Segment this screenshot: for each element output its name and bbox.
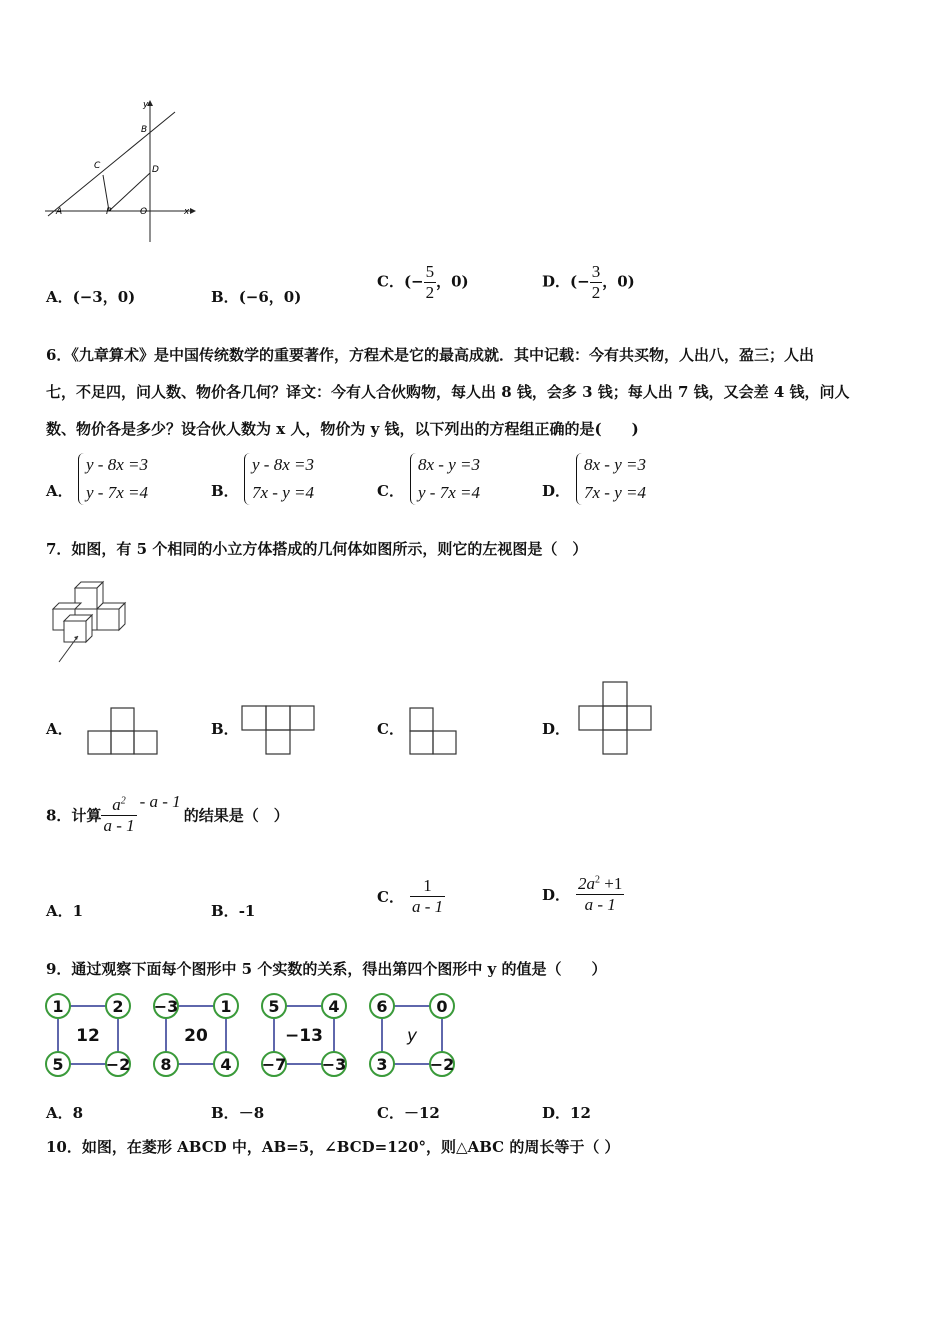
brace: [244, 453, 251, 505]
q7-option-a-figure[interactable]: [86, 706, 162, 758]
corner-value-tr: 0: [436, 997, 448, 1016]
q7-option-b-figure[interactable]: [240, 704, 318, 758]
q5-option-b[interactable]: B．(−6，0): [211, 288, 302, 306]
q7-option-a-letter[interactable]: A．: [46, 720, 73, 738]
q6-option-b-letter[interactable]: B．: [211, 482, 239, 500]
q6-option-c-system[interactable]: 8x - y =3 y - 7x =4: [410, 451, 480, 507]
q8-option-c[interactable]: C． $\frac{1}{a - 1}$: [377, 876, 444, 916]
corner-value-bl: 3: [376, 1055, 388, 1074]
label-D: D: [152, 165, 159, 175]
q9-option-c[interactable]: C．－12: [377, 1104, 440, 1122]
q9-figure-4: [370, 994, 454, 1076]
label-B: B: [141, 125, 148, 135]
q5-option-d[interactable]: D．(− $\frac{3}{2}$ ，0): [542, 262, 635, 302]
brace: [576, 453, 583, 505]
q6-option-b-system[interactable]: y - 8x =3 7x - y =4: [244, 451, 314, 507]
q5-option-c[interactable]: C．(− $\frac{5}{2}$ ，0): [377, 262, 469, 302]
corner-value-bl: 5: [52, 1055, 64, 1074]
q9-option-a[interactable]: A．8: [46, 1104, 84, 1122]
q6-stem: 6．《九章算术》是中国传统数学的重要著作，方程术是它的最高成就．其中记载：今有共买物，人出八，盈三；人出 七，不足四，问人数、物价各几何？译文：今有人合伙购物，每人出 8 钱，会多 3 钱；每人出 7 钱，又会差 4 钱，问人 数、物价各是多少？设合伙人数为 x 人，物价为 y 钱，以下列出的方程组正确的是( ): [46, 346, 850, 438]
q7-option-c-figure[interactable]: [408, 706, 464, 758]
q7-stem: 7．如图，有 5 个相同的小立方体搭成的几何体如图所示，则它的左视图是（ ）: [46, 540, 588, 558]
fraction: $\frac{1}{a - 1}$: [411, 876, 444, 916]
corner-value-tr: 4: [328, 997, 340, 1016]
q7-option-c-letter[interactable]: C．: [377, 720, 404, 738]
corner-value-tr: 2: [112, 997, 124, 1016]
corner-value-tr: 1: [220, 997, 232, 1016]
label-C: C: [94, 161, 101, 171]
q9-option-b[interactable]: B．－8: [211, 1104, 265, 1122]
label-x: x: [184, 207, 190, 217]
fraction: $\frac{2a^2 +1}{a - 1}$: [578, 874, 623, 914]
coordinate-figure: [40, 98, 200, 248]
corner-value-tl: 5: [268, 997, 280, 1016]
q7-option-d-letter[interactable]: D．: [542, 720, 571, 738]
corner-value-tl: 1: [52, 997, 64, 1016]
corner-value-bl: −7: [261, 1055, 287, 1074]
corner-value-bl: 8: [160, 1055, 172, 1074]
q8-option-a[interactable]: A．1: [46, 902, 84, 920]
q5-option-a[interactable]: A．(−3，0): [46, 288, 136, 306]
q6-option-d-letter[interactable]: D．: [542, 482, 571, 500]
q9-figure-3: [262, 994, 347, 1076]
q7-option-d-figure[interactable]: [577, 680, 655, 758]
corner-value-tl: 6: [376, 997, 388, 1016]
q9-figures: [42, 988, 472, 1084]
q8-option-b[interactable]: B．-1: [211, 902, 256, 920]
q9-option-d[interactable]: D．12: [542, 1104, 591, 1122]
corner-value-br: −3: [321, 1055, 347, 1074]
q9-figure-1: [46, 994, 130, 1076]
q6-option-a-letter[interactable]: A．: [46, 482, 73, 500]
center-value: 20: [184, 1026, 208, 1046]
center-value: 12: [76, 1026, 100, 1046]
brace: [410, 453, 417, 505]
q6-option-c-letter[interactable]: C．: [377, 482, 404, 500]
corner-value-tl: −3: [153, 997, 179, 1016]
label-P: P: [106, 207, 112, 217]
q9-figure-2: [154, 994, 238, 1076]
label-O: O: [140, 207, 148, 217]
brace: [78, 453, 85, 505]
fraction: $\frac{5}{2}$: [425, 262, 435, 302]
corner-value-br: 4: [220, 1055, 232, 1074]
center-value: y: [406, 1026, 418, 1046]
q10-stem: 10．如图，在菱形 ABCD 中，AB=5，∠BCD=120°，则△ABC 的周长等于（ ）: [46, 1138, 620, 1156]
q8-option-d[interactable]: D． $\frac{2a^2 +1}{a - 1}$: [542, 874, 623, 914]
q7-option-b-letter[interactable]: B．: [211, 720, 239, 738]
q8-stem: 8．计算 $\frac{a^2}{a - 1}$ - a - 1的结果是（ ）: [46, 792, 289, 835]
center-value: −13: [285, 1026, 323, 1046]
label-A: A: [56, 207, 63, 217]
cube-stack-figure: [44, 576, 136, 668]
corner-value-br: −2: [105, 1055, 131, 1074]
q9-stem: 9．通过观察下面每个图形中 5 个实数的关系，得出第四个图形中 y 的值是（ ）: [46, 960, 607, 978]
q6-option-d-system[interactable]: 8x - y =3 7x - y =4: [576, 451, 646, 507]
fraction: $\frac{3}{2}$: [591, 262, 601, 302]
corner-value-br: −2: [429, 1055, 455, 1074]
fraction: $\frac{a^2}{a - 1}$: [103, 794, 135, 835]
q6-option-a-system[interactable]: y - 8x =3 y - 7x =4: [78, 451, 148, 507]
label-y: y: [143, 100, 149, 110]
